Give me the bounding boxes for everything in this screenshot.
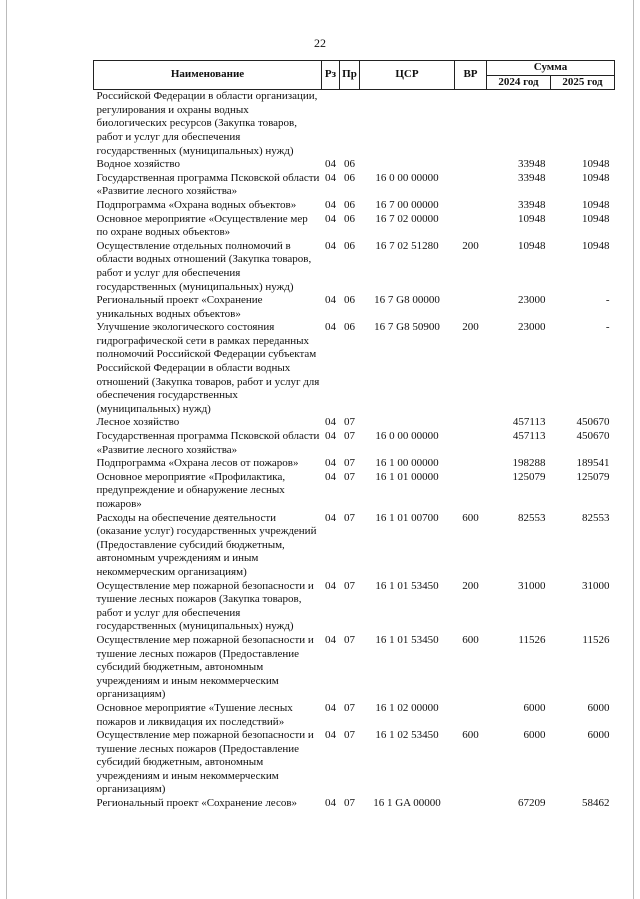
cell-2024: 457113 <box>512 416 546 429</box>
cell-vr: 200 <box>462 579 479 592</box>
header-pr: Пр <box>340 61 360 90</box>
cell-pr: 06 <box>344 321 355 334</box>
cell-name: Осуществление мер пожарной безопасности и тушение лесных пожаров (Закупка товаров, работ и услуг для обеспечения государственных (муниципальных) нужд) <box>96 579 314 633</box>
cell-csr: 16 1 01 53450 <box>375 633 439 646</box>
cell-name: Основное мероприятие «Профилактика, предупреждение и обнаружение лесных пожаров» <box>96 470 286 510</box>
cell-name: Подпрограмма «Охрана лесов от пожаров» <box>96 457 299 470</box>
page-number: 22 <box>314 36 326 50</box>
cell-rz: 04 <box>325 511 336 524</box>
cell-2025: 31000 <box>582 579 610 592</box>
cell-2025: - <box>605 294 610 307</box>
scan-edge-right <box>633 0 634 899</box>
table-header <box>94 61 615 90</box>
cell-name: Лесное хозяйство <box>96 416 180 429</box>
scan-edge-left <box>6 0 7 899</box>
cell-2024: 6000 <box>523 701 546 714</box>
cell-2024: 125079 <box>512 470 546 483</box>
cell-name: Региональный проект «Сохранение лесов» <box>96 797 298 810</box>
cell-2024: 67209 <box>518 797 546 810</box>
table-row <box>94 294 615 321</box>
cell-2024: 11526 <box>518 633 546 646</box>
cell-rz: 04 <box>325 797 336 810</box>
cell-name: Государственная программа Псковской области «Развитие лесного хозяйства» <box>96 430 320 456</box>
table-row <box>94 457 615 471</box>
table-row <box>94 471 615 512</box>
cell-pr: 07 <box>344 797 355 810</box>
cell-2025: 6000 <box>587 701 610 714</box>
table-row <box>94 90 615 158</box>
header-vr: ВР <box>455 61 487 90</box>
cell-pr: 07 <box>344 511 355 524</box>
cell-2025: 10948 <box>582 171 610 184</box>
cell-rz: 04 <box>325 158 336 171</box>
cell-name: Основное мероприятие «Тушение лесных пожаров и ликвидация их последствий» <box>96 701 293 728</box>
cell-csr <box>360 416 455 430</box>
cell-vr <box>455 797 487 811</box>
cell-2024: 10948 <box>518 239 546 252</box>
cell-rz: 04 <box>325 198 336 211</box>
cell-name: Подпрограмма «Охрана водных объектов» <box>96 198 297 211</box>
cell-csr: 16 7 G8 50900 <box>374 321 440 334</box>
cell-pr: 07 <box>344 470 355 483</box>
cell-2024: 10948 <box>518 212 546 225</box>
cell-rz: 04 <box>325 171 336 184</box>
cell-csr: 16 1 01 53450 <box>375 579 439 592</box>
header-name: Наименование <box>94 61 322 90</box>
cell-rz: 04 <box>325 633 336 646</box>
cell-2025: 11526 <box>582 633 610 646</box>
cell-2025: 10948 <box>582 212 610 225</box>
cell-pr: 07 <box>344 579 355 592</box>
cell-pr: 06 <box>344 294 355 307</box>
cell-vr <box>455 172 487 199</box>
cell-vr: 600 <box>462 511 479 524</box>
cell-2024: 457113 <box>512 430 546 443</box>
cell-rz: 04 <box>325 416 336 429</box>
table-row <box>94 580 615 634</box>
cell-pr: 06 <box>344 239 355 252</box>
cell-csr: 16 0 00 00000 <box>375 430 439 443</box>
table-row <box>94 158 615 172</box>
cell-2025: 450670 <box>576 430 610 443</box>
cell-csr: 16 1 02 00000 <box>375 701 439 714</box>
cell-csr <box>360 90 455 158</box>
cell-csr: 16 1 00 00000 <box>375 457 439 470</box>
cell-pr: 07 <box>344 430 355 443</box>
cell-vr: 600 <box>462 633 479 646</box>
cell-rz: 04 <box>325 430 336 443</box>
cell-rz: 04 <box>325 239 336 252</box>
cell-vr <box>455 430 487 457</box>
cell-2024: 23000 <box>518 294 546 307</box>
cell-csr: 16 1 02 53450 <box>375 729 439 742</box>
table-row <box>94 240 615 294</box>
cell-pr: 06 <box>344 158 355 171</box>
cell-vr <box>455 457 487 471</box>
cell-csr: 16 1 01 00700 <box>375 511 439 524</box>
table-body <box>94 90 615 811</box>
cell-name: Водное хозяйство <box>96 158 180 171</box>
cell-2024: 6000 <box>523 729 546 742</box>
cell-pr: 06 <box>344 212 355 225</box>
cell-rz: 04 <box>325 729 336 742</box>
cell-rz: 04 <box>325 212 336 225</box>
cell-csr: 16 7 02 00000 <box>375 212 439 225</box>
table-row <box>94 729 615 797</box>
table-row <box>94 213 615 240</box>
cell-vr: 200 <box>462 321 479 334</box>
table-row <box>94 199 615 213</box>
cell-vr <box>455 294 487 321</box>
cell-2024: 31000 <box>518 579 546 592</box>
cell-2025: 10948 <box>582 158 610 171</box>
cell-name: Основное мероприятие «Осуществление мер по охране водных объектов» <box>96 212 308 239</box>
table-row <box>94 797 615 811</box>
cell-csr: 16 7 00 00000 <box>375 198 439 211</box>
cell-vr <box>455 90 487 158</box>
cell-2025: 450670 <box>576 416 610 429</box>
cell-2024: 198288 <box>512 457 546 470</box>
cell-pr: 07 <box>344 416 355 429</box>
cell-vr: 200 <box>462 239 479 252</box>
cell-rz <box>322 90 340 158</box>
cell-rz: 04 <box>325 457 336 470</box>
cell-vr <box>455 213 487 240</box>
cell-csr <box>360 158 455 172</box>
cell-2025: 6000 <box>587 729 610 742</box>
cell-vr <box>455 199 487 213</box>
table-row <box>94 172 615 199</box>
cell-vr <box>455 416 487 430</box>
cell-2024: 33948 <box>518 158 546 171</box>
cell-2025: 58462 <box>582 797 610 810</box>
cell-2025: 189541 <box>576 457 610 470</box>
table-row <box>94 416 615 430</box>
cell-pr: 07 <box>344 701 355 714</box>
cell-2025: 10948 <box>582 198 610 211</box>
header-sum: Сумма <box>487 61 615 76</box>
table-row <box>94 321 615 416</box>
cell-rz: 04 <box>325 321 336 334</box>
cell-vr <box>455 158 487 172</box>
cell-csr: 16 1 GA 00000 <box>373 797 441 810</box>
cell-rz: 04 <box>325 294 336 307</box>
header-year-2024: 2024 год <box>487 75 551 90</box>
cell-vr: 600 <box>462 729 479 742</box>
cell-name: Расходы на обеспечение деятельности (оказание услуг) государственных учреждений (Предоставление субсидий бюджетным, автономным учреждениям и иным некоммерческим организациям) <box>96 511 317 578</box>
cell-2024: 33948 <box>518 171 546 184</box>
cell-2025 <box>551 90 615 158</box>
cell-2025: 82553 <box>582 511 610 524</box>
cell-pr: 07 <box>344 729 355 742</box>
cell-pr: 07 <box>344 457 355 470</box>
cell-csr: 16 7 G8 00000 <box>374 294 440 307</box>
cell-pr: 06 <box>344 171 355 184</box>
cell-pr <box>340 90 360 158</box>
cell-2025: 10948 <box>582 239 610 252</box>
cell-pr: 06 <box>344 198 355 211</box>
cell-csr: 16 1 01 00000 <box>375 470 439 483</box>
cell-name: Осуществление мер пожарной безопасности и тушение лесных пожаров (Предоставление субсидий бюджетным, автономным учреждениям и иным некоммерческим организациям) <box>96 633 314 701</box>
table-row <box>94 430 615 457</box>
cell-2025: 125079 <box>576 470 610 483</box>
cell-2024: 23000 <box>518 321 546 334</box>
cell-2025: - <box>605 321 610 334</box>
cell-name: Осуществление отдельных полномочий в области водных отношений (Закупка товаров, работ и услуг для обеспечения государственных (муниципальных) нужд) <box>96 239 312 293</box>
header-year-2025: 2025 год <box>551 75 615 90</box>
cell-csr: 16 0 00 00000 <box>375 171 439 184</box>
budget-table <box>93 60 615 811</box>
cell-name: Улучшение экологического состояния гидрографической сети в рамках переданных полномочий Российской Федерации субъектам Российской Федерации в области водных отношений (Закупка товаров, работ и услуг для обеспечения государственных (муниципальных) нужд) <box>96 321 320 415</box>
table-row <box>94 702 615 729</box>
cell-2024 <box>487 90 551 158</box>
header-rz: Рз <box>322 61 340 90</box>
cell-2024: 33948 <box>518 198 546 211</box>
header-csr: ЦСР <box>360 61 455 90</box>
cell-name: Осуществление мер пожарной безопасности и тушение лесных пожаров (Предоставление субсидий бюджетным, автономным учреждениям и иным некоммерческим организациям) <box>96 729 314 796</box>
cell-vr <box>455 702 487 729</box>
table-row <box>94 512 615 580</box>
cell-csr: 16 7 02 51280 <box>375 239 439 252</box>
cell-name: Российской Федерации в области организации, регулирования и охраны водных биологических ресурсов (Закупка товаров, работ и услуг для обеспечения государственных (муниципальных) нужд) <box>96 90 318 157</box>
cell-rz: 04 <box>325 470 336 483</box>
cell-2024: 82553 <box>518 511 546 524</box>
cell-name: Региональный проект «Сохранение уникальных водных объектов» <box>96 294 263 320</box>
cell-rz: 04 <box>325 579 336 592</box>
cell-name: Государственная программа Псковской области «Развитие лесного хозяйства» <box>96 171 320 198</box>
table-row <box>94 634 615 702</box>
cell-pr: 07 <box>344 633 355 646</box>
cell-vr <box>455 471 487 512</box>
cell-rz: 04 <box>325 701 336 714</box>
